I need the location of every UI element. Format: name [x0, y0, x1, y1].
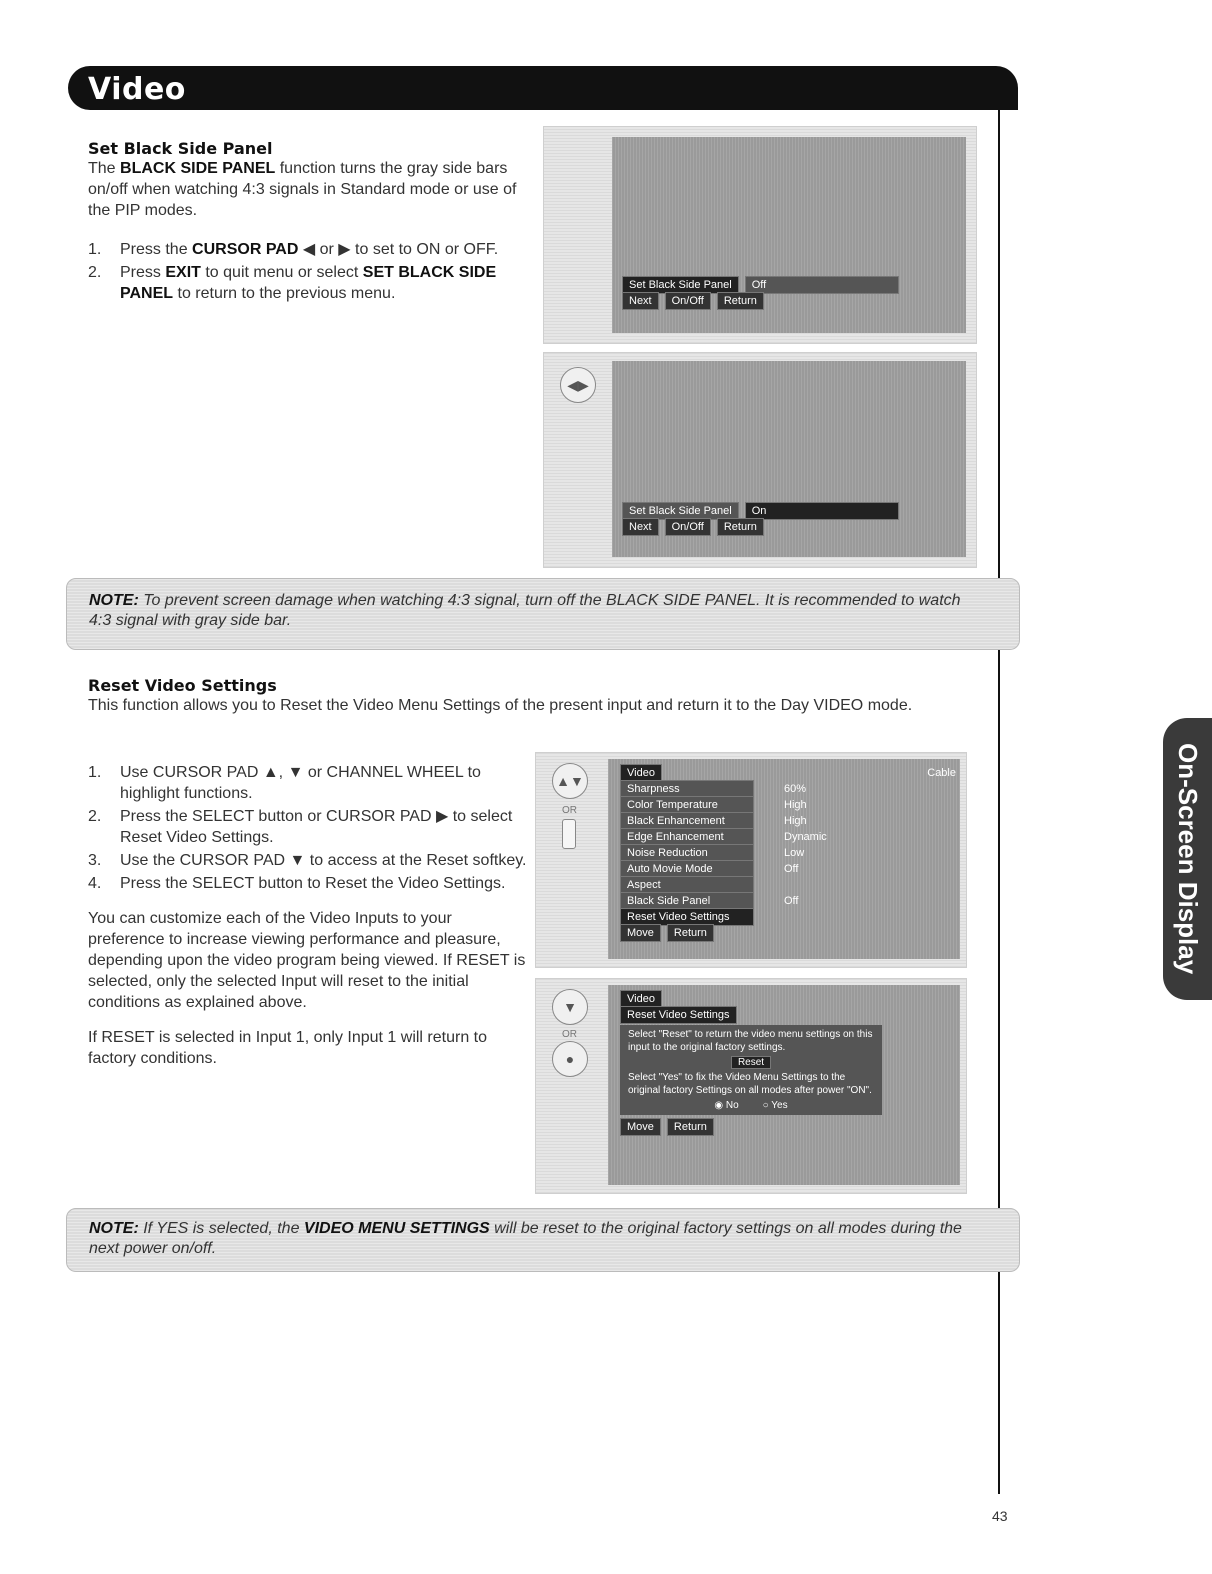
hint-next: Next: [622, 292, 659, 310]
dialog-body: [620, 1025, 882, 1115]
option-yes[interactable]: ○ Yes: [762, 1100, 788, 1111]
hint-return: Return: [667, 1118, 714, 1136]
note-text: NOTE: If YES is selected, the VIDEO MENU SETTINGS will be reset to the original factory settings on all modes during the next power on/off.: [89, 1220, 962, 1257]
dialog-line: Select "Reset" to return the video menu settings on this input to the original factory settings.: [628, 1029, 873, 1053]
menu-item-value: High: [784, 799, 807, 811]
menu-row[interactable]: [620, 845, 956, 861]
menu-row[interactable]: [620, 909, 956, 925]
step-item: 2. Press the SELECT button or CURSOR PAD ▶ to select Reset Video Settings.: [88, 808, 513, 846]
paragraph: If RESET is selected in Input 1, only Input 1 will return to factory conditions.: [88, 1029, 488, 1067]
menu-item-label: Aspect: [620, 876, 754, 894]
note-text: NOTE: To prevent screen damage when watching 4:3 signal, turn off the BLACK SIDE PANEL. It is recommended to watch 4:3 signal with gray side bar.: [89, 592, 961, 629]
menu-item-label: Reset Video Settings: [620, 908, 754, 926]
screenshot-on: [543, 352, 977, 568]
menu-row[interactable]: [620, 797, 956, 813]
osd-menu: [620, 765, 956, 941]
reset-softkey[interactable]: Reset: [731, 1056, 771, 1069]
menu-item-value: Low: [784, 847, 805, 859]
osd-dialog: [620, 991, 882, 1135]
note-box: [66, 578, 1020, 650]
dialog-subtitle: Reset Video Settings: [620, 1006, 737, 1024]
option-no[interactable]: ◉ No: [714, 1100, 739, 1111]
or-label: OR: [562, 1029, 577, 1040]
menu-item-label: Noise Reduction: [620, 844, 754, 862]
steps-list: [88, 762, 528, 894]
steps-list: [88, 239, 528, 304]
menu-item-label: Auto Movie Mode: [620, 860, 754, 878]
page-title: Video: [88, 72, 186, 107]
menu-title: Video: [620, 764, 662, 782]
menu-item-label: Color Temperature: [620, 796, 754, 814]
menu-item-value: Off: [784, 895, 799, 907]
section-reset-video-settings: [88, 676, 968, 716]
hint-onoff: On/Off: [665, 292, 711, 310]
osd-value: Off: [745, 276, 899, 294]
menu-item-value: High: [784, 815, 807, 827]
menu-row[interactable]: [620, 781, 956, 797]
paragraph: You can customize each of the Video Inputs to your preference to increase viewing performance and pleasure, depending upon the video program being viewed. If RESET is selected, only the selected Input will reset to the initial conditions as explained above.: [88, 910, 526, 1011]
right-rule-line: [998, 100, 1000, 1494]
menu-row[interactable]: [620, 877, 956, 893]
menu-item-label: Black Side Panel: [620, 892, 754, 910]
header-bar: [68, 66, 1018, 110]
menu-item-value: Dynamic: [784, 831, 827, 843]
menu-row[interactable]: [620, 813, 956, 829]
note-box: [66, 1208, 1020, 1272]
menu-item-value: Off: [784, 863, 799, 875]
osd-panel: [622, 277, 899, 309]
hint-onoff: On/Off: [665, 518, 711, 536]
hint-return: Return: [667, 924, 714, 942]
menu-item-label: Sharpness: [620, 780, 754, 798]
step-item: 1. Press the CURSOR PAD ◀ or ▶ to set to ON or OFF.: [88, 241, 499, 258]
step-item: 4. Press the SELECT button to Reset the Video Settings.: [88, 875, 506, 892]
section-heading: Reset Video Settings: [88, 676, 277, 695]
screenshot-off: [543, 126, 977, 344]
side-tab-label: On-Screen Display: [1173, 743, 1203, 975]
channel-wheel-icon: [562, 819, 576, 849]
section-intro: This function allows you to Reset the Video Menu Settings of the present input and return it to the Day VIDEO mode.: [88, 697, 913, 714]
osd-value: On: [745, 502, 899, 520]
screenshot-video-menu: [535, 752, 967, 968]
cursor-pad-icon: ▼: [552, 989, 588, 1025]
hint-return: Return: [717, 518, 764, 536]
dialog-title: Video: [620, 990, 662, 1008]
menu-item-value: 60%: [784, 783, 807, 795]
screenshot-reset-dialog: [535, 978, 967, 1194]
or-label: OR: [562, 805, 577, 816]
menu-input: Cable: [927, 767, 956, 779]
menu-row[interactable]: [620, 829, 956, 845]
section-intro: The BLACK SIDE PANEL function turns the gray side bars on/off when watching 4:3 signals in Standard mode or use of the PIP modes.: [88, 160, 517, 219]
menu-row[interactable]: [620, 861, 956, 877]
reset-steps-column: [88, 762, 528, 1069]
cursor-pad-icon: ◀▶: [560, 367, 596, 403]
hint-move: Move: [620, 924, 661, 942]
page-number: 43: [992, 1508, 1008, 1524]
step-item: 3. Use the CURSOR PAD ▼ to access at the Reset softkey.: [88, 852, 527, 869]
osd-item: Set Black Side Panel: [622, 276, 739, 294]
section-heading: Set Black Side Panel: [88, 139, 273, 158]
menu-row[interactable]: [620, 893, 956, 909]
osd-panel: [622, 503, 899, 535]
menu-item-label: Black Enhancement: [620, 812, 754, 830]
step-item: 2. Press EXIT to quit menu or select SET BLACK SIDE PANEL to return to the previous menu.: [88, 264, 497, 302]
select-button-icon: ●: [552, 1041, 588, 1077]
section-set-black-side-panel: [88, 139, 528, 306]
hint-move: Move: [620, 1118, 661, 1136]
hint-next: Next: [622, 518, 659, 536]
osd-item: Set Black Side Panel: [622, 502, 739, 520]
dialog-line: Select "Yes" to fix the Video Menu Settings to the original factory Settings on all modes after power "ON".: [628, 1072, 872, 1096]
hint-return: Return: [717, 292, 764, 310]
menu-item-label: Edge Enhancement: [620, 828, 754, 846]
step-item: 1. Use CURSOR PAD ▲, ▼ or CHANNEL WHEEL to highlight functions.: [88, 764, 481, 802]
cursor-pad-icon: ▲▼: [552, 763, 588, 799]
menu-items: [620, 781, 956, 925]
